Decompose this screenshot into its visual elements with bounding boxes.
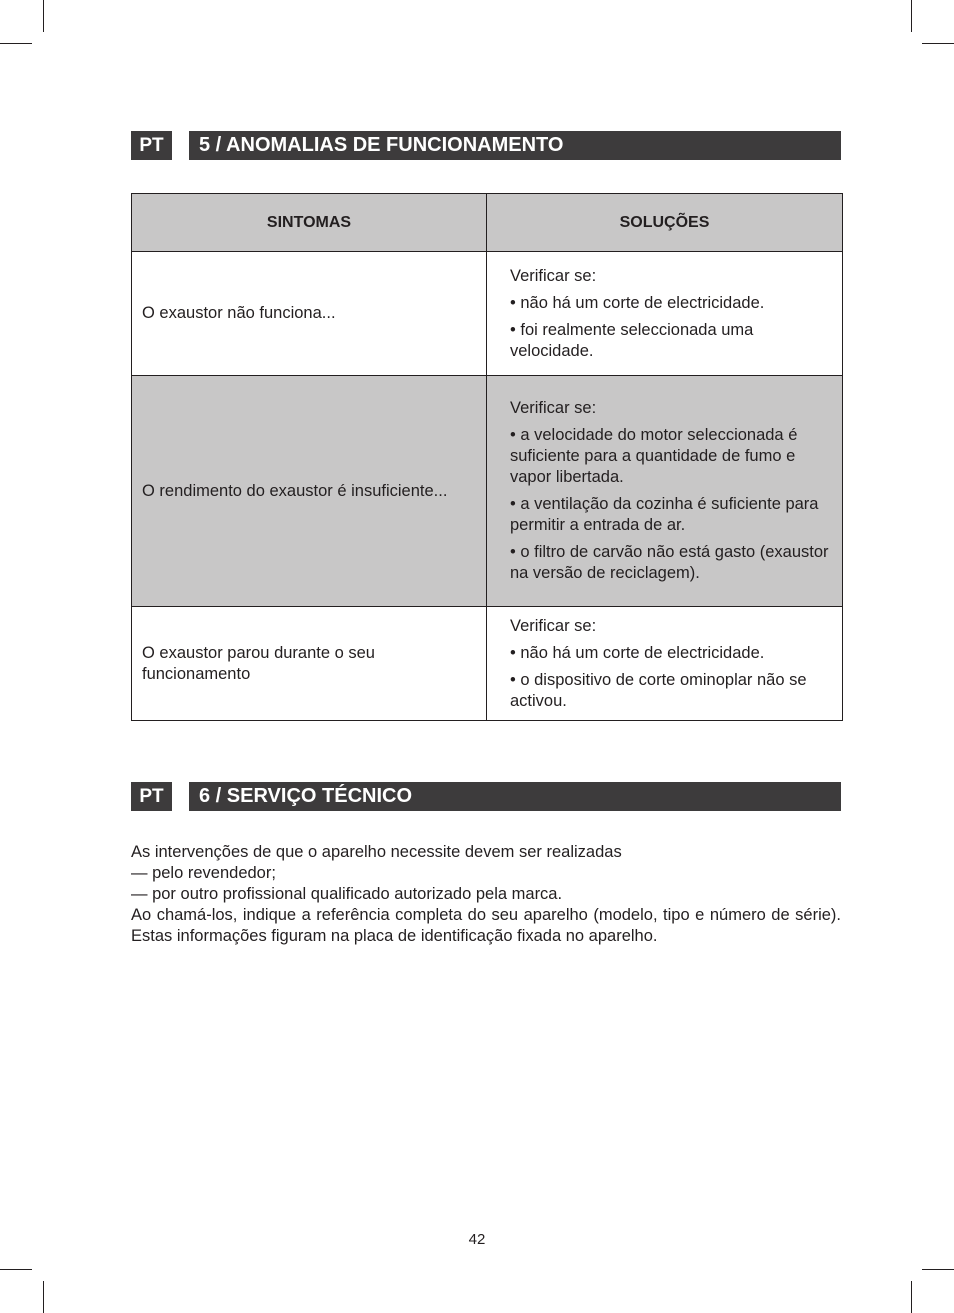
- solution-item: • a velocidade do motor seleccionada é suficiente para a quantidade de fumo e vapor libertada.: [510, 426, 798, 486]
- crop-mark: [43, 0, 44, 32]
- table-row: [132, 376, 843, 607]
- solution-item: • o dispositivo de corte ominoplar não se activou.: [510, 670, 807, 710]
- closing-paragraph: Ao chamá-los, indique a referência completa do seu aparelho (modelo, tipo e número de série). Estas informações figuram na placa de identificação fixada no aparelho.: [131, 906, 841, 945]
- solution-cell: [487, 252, 843, 376]
- table-row: [132, 252, 843, 376]
- solution-heading: Verificar se:: [510, 616, 597, 635]
- solution-cell: [487, 376, 843, 607]
- crop-mark: [43, 1281, 44, 1313]
- solution-cell: [487, 607, 843, 721]
- solution-item: • não há um corte de electricidade.: [510, 293, 765, 312]
- intro-paragraph: As intervenções de que o aparelho necessite devem ser realizadas: [131, 843, 622, 861]
- solution-heading: Verificar se:: [510, 266, 597, 285]
- section-title: 6 / SERVIÇO TÉCNICO: [189, 782, 841, 811]
- section-header-anomalias: [131, 131, 841, 160]
- symptom-cell: O exaustor parou durante o seu funcionamento: [132, 607, 487, 721]
- table-row: [132, 607, 843, 721]
- service-text: [131, 842, 841, 947]
- crop-mark: [911, 0, 912, 32]
- crop-mark: [0, 1269, 32, 1270]
- crop-mark: [0, 43, 32, 44]
- solution-heading: Verificar se:: [510, 399, 597, 417]
- language-badge: PT: [131, 782, 172, 811]
- symptom-cell: O exaustor não funciona...: [132, 252, 487, 376]
- column-header-solutions: SOLUÇÕES: [487, 194, 843, 252]
- column-header-symptoms: SINTOMAS: [132, 194, 487, 252]
- solution-item: • não há um corte de electricidade.: [510, 643, 765, 662]
- crop-mark: [922, 1269, 954, 1270]
- section-title: 5 / ANOMALIAS DE FUNCIONAMENTO: [189, 131, 841, 160]
- table-header-row: [132, 194, 843, 252]
- section-header-servico-tecnico: [131, 782, 841, 811]
- troubleshooting-table: [131, 193, 843, 721]
- language-badge: PT: [131, 131, 172, 160]
- crop-mark: [922, 43, 954, 44]
- page-number: 42: [468, 1231, 486, 1248]
- list-item: — por outro profissional qualificado autorizado pela marca.: [131, 885, 563, 903]
- list-item: — pelo revendedor;: [131, 864, 276, 882]
- solution-item: • o filtro de carvão não está gasto (exaustor na versão de reciclagem).: [510, 543, 829, 582]
- crop-mark: [911, 1281, 912, 1313]
- solution-item: • foi realmente seleccionada uma velocidade.: [510, 320, 754, 360]
- solution-item: • a ventilação da cozinha é suficiente para permitir a entrada de ar.: [510, 495, 819, 534]
- symptom-cell: O rendimento do exaustor é insuficiente...: [132, 376, 487, 607]
